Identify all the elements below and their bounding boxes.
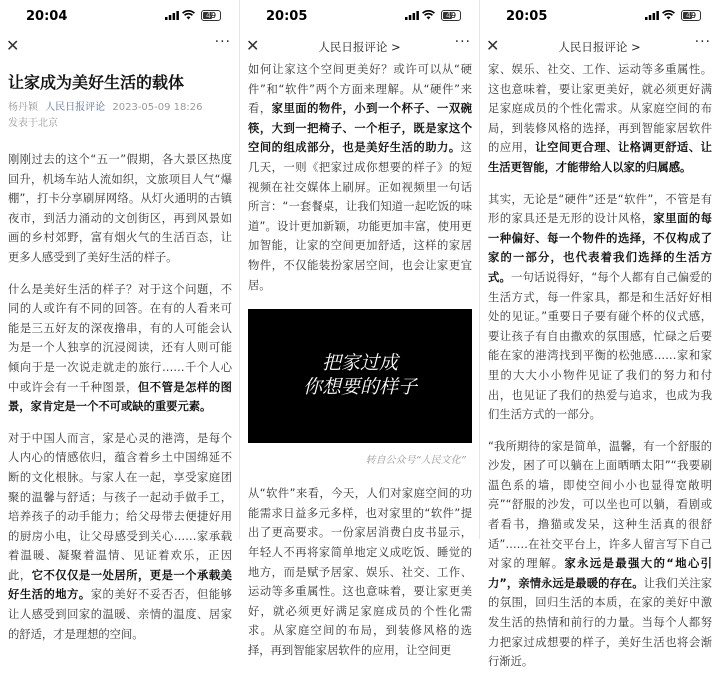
- status-bar: [240, 0, 479, 34]
- wifi-icon: [422, 10, 435, 20]
- wifi-icon: [182, 10, 195, 20]
- paragraph-bold: 但不管是怎样的图景，家肯定是一个不可或缺的重要元素。: [8, 380, 232, 414]
- paragraph-text: 家的美好不妥否否，但能够让人感受到回家的温暖、亲情的温度、居家的舒适，才是理想的空间。: [8, 588, 232, 641]
- paragraph-bold: 家里面的物件，小到一个杯子、一双碗筷，大到一把椅子、一个柜子，既是家这个空间的组成部分，也是美好生活的助力。: [248, 102, 472, 155]
- paragraph-text: 其实，无论是“硬件”还是“软件”，不管是有形的家具还是无形的设计风格，: [488, 192, 712, 226]
- battery-level: 49: [685, 11, 697, 20]
- signal-icon: [645, 11, 659, 20]
- paragraph-text: 对于中国人而言，家是心灵的港湾，是每个人内心的情感依归，蕴含着乡土中国绵延不断的文化根脉。与家人在一起，享受家庭团聚的温馨与舒适；与孩子一起动手做手工，培养孩子的动手能力；给父母带去便捷好用的厨房小电，让父母感受到关心……家承载着温暖、凝聚着温情、见证着欢乐，正因此，: [8, 431, 232, 582]
- battery-level: 49: [205, 11, 217, 20]
- status-time: 20:04: [26, 9, 68, 24]
- paragraph: [488, 190, 712, 425]
- nav-account-name[interactable]: 人民日报评论 >: [558, 40, 641, 54]
- video-player[interactable]: [248, 309, 472, 443]
- paragraph: [8, 280, 232, 417]
- paragraph: 从“软件”来看，今天，人们对家庭空间的功能需求日益多元多样，也对家里的“软件”提出了更高要求。一份家居消费白皮书显示，年轻人不再将家简单地定义成吃饭、睡觉的地方，而是赋予居家、娱乐、社交、工作、运动等多重属性。这也意味着，要让家更美好，就必须更好满足家庭成员的个性化需求。从家庭空间的布局，到装修风格的选择，再到智能家居软件的应用，让空间更: [248, 487, 472, 657]
- screen-1: [0, 0, 239, 641]
- video-text-line-2: 你想要的样子: [302, 376, 417, 399]
- paragraph-bold: 让空间更合理、让格调更舒适、让生活更智能，才能带给人以家的归属感。: [488, 141, 712, 174]
- article-body: [8, 64, 232, 656]
- wifi-icon: [662, 10, 675, 20]
- article-body: [248, 60, 472, 672]
- paragraph-text: 如何让家这个空间更美好？或许可以从“硬件”和“软件”两个方面来理解。从“硬件”来看，: [248, 63, 472, 116]
- article-title: 让家成为美好生活的载体: [8, 73, 185, 92]
- nav-bar: [0, 34, 239, 60]
- close-icon[interactable]: ✕: [6, 36, 20, 55]
- account-link[interactable]: 人民日报评论: [45, 102, 106, 113]
- battery-icon: [201, 10, 221, 21]
- screen-2: [240, 0, 479, 657]
- paragraph-bold: 它不仅仅是一处居所，更是一个承载美好生活的地方。: [8, 568, 232, 602]
- close-icon[interactable]: ✕: [486, 36, 500, 55]
- more-icon[interactable]: ···: [694, 34, 711, 50]
- paragraph: [488, 60, 712, 178]
- paragraph: 刚刚过去的这个“五一”假期，各大景区热度回升，机场车站人流如织，文旅项目人气“爆棚”，打卡分享刷屏网络。从灯火通明的古镇夜市，到活力涌动的文创街区，再到风景如画的乡村郊野，富有烟火气的生活百态，让更多人感受到了美好生活的样子。: [8, 153, 232, 264]
- publish-location: 发表于北京: [8, 118, 58, 129]
- author-name: 杨丹颖: [8, 102, 38, 113]
- publish-date: 2023-05-09 18:26: [112, 102, 203, 113]
- paragraph: [248, 60, 472, 295]
- paragraph-bold: 家里面的每一种偏好、每一个物件的选择，不仅构成了家的一部分，也代表着我们选择的生活方式。: [488, 212, 712, 284]
- article-body: [488, 60, 712, 684]
- status-bar: [0, 0, 239, 34]
- signal-icon: [165, 11, 179, 20]
- paragraph-text: 这几天，一则《把家过成你想要的样子》的短视频在社交媒体上刷屏。正如视频里一句话所言：“一套餐桌，让我们知道一起吃饭的味道”。设计更加新颖，功能更加丰富，使用更加智能，让家的空间更加舒适，这样的家居物件，不仅能装扮家居空间，也会让家更宜居。: [248, 141, 472, 292]
- battery-level: 49: [445, 11, 457, 20]
- more-icon[interactable]: ···: [454, 34, 471, 50]
- paragraph: [8, 429, 232, 645]
- signal-icon: [405, 11, 419, 20]
- article-meta: [8, 100, 232, 132]
- screen-3: [480, 0, 719, 669]
- paragraph-text: 什么是美好生活的样子？对于这个问题，不同的人或许有不同的回答。在有的人看来可能是三五好友的深夜撸串，有的人可能会认为是一个人独享的沉浸阅读，还有人则可能倾向于是一次说走就走的旅行……千个人心中或许会有一千种图景，: [8, 282, 232, 394]
- battery-icon: [441, 10, 461, 21]
- paragraph-text: 让我们关注家的氛围，回归生活的本质，在家的美好中激发生活的热情和前行的力量。当每个人都努力把家过成想要的样子，美好生活也将会渐行渐近。: [488, 576, 712, 669]
- nav-bar: [240, 34, 479, 60]
- video-title-text: [248, 351, 472, 399]
- more-icon[interactable]: ···: [214, 34, 231, 50]
- status-time: 20:05: [506, 9, 548, 24]
- video-caption: 转自公众号“人民文化”: [365, 455, 466, 467]
- paragraph: [488, 437, 712, 672]
- paragraph-bold: 家永远是最强大的“地心引力”，亲情永远是最暖的存在。: [488, 557, 712, 590]
- video-text-line-1: 把家过成: [321, 352, 398, 375]
- close-icon[interactable]: ✕: [246, 36, 260, 55]
- paragraph-text: 一句话说得好，“每个人都有自己偏爱的生活方式，每一件家具，都是和生活好好相处的见证。”重要日子要有碰个杯的仪式感，要让孩子有自由撒欢的氛围感，忙碌之后要能在家的港湾找到平衡的松弛感……家和家里的大大小小物件见证了我们的努力和付出，也见证了我们的热爱与追求，也成为我们生活方式的一部分。: [488, 270, 712, 422]
- paragraph-text: “我所期待的家是简单，温馨，有一个舒服的沙发，困了可以躺在上面晒晒太阳”“我要刷温色系的墙，即使空间小小也显得宽敞明亮”“舒服的沙发，可以坐也可以躺，看剧或者看书，撸猫或发呆，这种生活真的很舒适”……在社交平台上，许多人留言写下自己对家的理解。: [488, 439, 712, 571]
- battery-icon: [681, 10, 701, 21]
- status-time: 20:05: [266, 9, 308, 24]
- nav-account-name[interactable]: 人民日报评论 >: [318, 40, 401, 54]
- paragraph-text: 家、娱乐、社交、工作、运动等多重属性。这也意味着，要让家更美好，就必须更好满足家庭成员的个性化需求。从家庭空间的布局，到装修风格的选择，再到智能家居软件的应用，: [488, 63, 712, 155]
- status-bar: [480, 0, 719, 34]
- nav-bar: [480, 34, 719, 60]
